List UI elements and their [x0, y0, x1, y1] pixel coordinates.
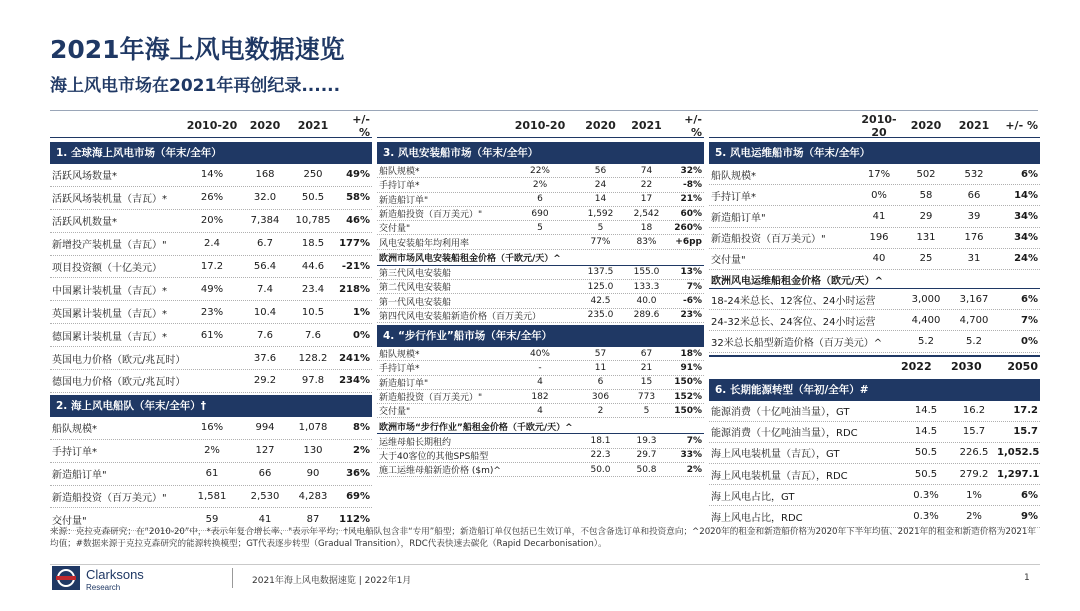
panel-right — [709, 114, 1040, 528]
row-label: 第三代风电安装船 — [379, 268, 452, 279]
row-value: 17.2 — [1013, 405, 1038, 417]
row-value: 50.0 — [590, 464, 611, 475]
row-value: 50.5 — [914, 447, 938, 459]
table-row — [377, 178, 704, 192]
table-row — [709, 289, 1040, 310]
row-value: 69% — [346, 491, 370, 503]
row-value: 22 — [640, 179, 653, 190]
row-value: 17% — [867, 168, 891, 180]
row-value: 502 — [916, 168, 936, 180]
row-value: 50.8 — [636, 464, 657, 475]
row-value: 241% — [339, 352, 370, 364]
subsection-service-vessel-rates: 欧洲风电运维船租金价格（欧元/天）^ — [709, 271, 1040, 289]
row-label: 第四代风电安装船新造价格（百万美元） — [379, 311, 542, 322]
row-label: 海上风电装机量（吉瓦），GT — [711, 449, 840, 461]
row-value: 15.7 — [1013, 426, 1038, 438]
row-value: 97.8 — [301, 375, 325, 387]
row-value: 14 — [594, 194, 607, 205]
row-value: 1,078 — [298, 422, 328, 434]
row-value: 177% — [339, 238, 370, 250]
column-header: 2010-20 2020 2021 +/- % — [709, 114, 1040, 138]
row-label: 施工运维母船新造价格 ($m)^ — [379, 466, 501, 477]
row-value: 0% — [871, 189, 887, 201]
row-value: 5 — [643, 405, 650, 416]
table-row — [377, 449, 704, 463]
table-row — [377, 294, 704, 308]
row-label: 交付量" — [379, 407, 411, 418]
row-label: 风电安装船年均利用率 — [379, 238, 470, 249]
row-value: 250 — [303, 169, 323, 181]
table-row — [50, 486, 372, 509]
table-row — [50, 256, 372, 279]
table-row — [377, 280, 704, 294]
row-value: 7% — [1021, 314, 1038, 326]
row-value: 57 — [594, 348, 607, 359]
row-value: - — [538, 362, 542, 373]
row-label: 船队规模* — [52, 424, 97, 436]
row-value: 34% — [1014, 232, 1038, 244]
row-label: 新造船订单" — [52, 470, 107, 482]
row-value: 50.5 — [914, 468, 938, 480]
row-value: 58% — [346, 192, 370, 204]
row-value: 2% — [532, 179, 548, 190]
row-value: 15.7 — [962, 426, 986, 438]
row-value: 66 — [258, 468, 272, 480]
row-value: 994 — [255, 422, 275, 434]
row-value: 23% — [680, 310, 702, 321]
row-value: 10.5 — [301, 306, 325, 318]
row-value: 9% — [1021, 511, 1038, 523]
row-value: 1% — [966, 489, 982, 501]
brand-subtitle: Research — [86, 583, 121, 592]
brand-name: Clarksons — [86, 567, 144, 582]
row-value: 32% — [680, 165, 702, 176]
panel-left — [50, 114, 372, 531]
row-value: 1,581 — [197, 491, 227, 503]
table-row — [377, 390, 704, 404]
table-row — [709, 164, 1040, 185]
row-value: 2,542 — [633, 208, 660, 219]
row-value: 4 — [537, 377, 543, 388]
row-label: 新造船订单" — [379, 195, 429, 206]
row-label: 英国电力价格（欧元/兆瓦时） — [52, 354, 186, 366]
row-value: 2% — [353, 445, 370, 457]
row-value: 42.5 — [590, 296, 611, 307]
table-row — [709, 506, 1040, 527]
row-value: 31 — [967, 253, 981, 265]
table-row — [377, 193, 704, 207]
row-value: 61 — [205, 468, 219, 480]
section-service-vessels: 5. 风电运维船市场（年末/全年） — [709, 142, 1040, 164]
row-label: 活跃风场装机量（吉瓦）* — [52, 194, 167, 206]
row-value: 40% — [529, 348, 550, 359]
row-label: 新造船投资（百万美元）" — [379, 393, 483, 403]
row-value: 2 — [597, 405, 604, 416]
row-value: 11 — [594, 362, 607, 373]
row-value: 66 — [967, 189, 981, 201]
row-value: 7% — [686, 436, 702, 447]
row-value: 7% — [686, 281, 702, 292]
row-label: 项目投资额（十亿美元） — [52, 263, 162, 274]
row-value: 46% — [346, 215, 370, 227]
row-value: 15 — [640, 377, 653, 388]
row-value: 41 — [872, 210, 886, 222]
clarksons-logo — [52, 566, 80, 590]
row-value: 2% — [966, 511, 982, 523]
table-row — [50, 210, 372, 233]
table-row — [709, 249, 1040, 270]
row-value: 2% — [686, 464, 702, 475]
row-value: 67 — [640, 348, 653, 359]
row-value: 56 — [594, 165, 607, 176]
row-value: 32.0 — [253, 192, 277, 204]
row-value: 6% — [1021, 168, 1038, 180]
row-label: 船队规模* — [711, 170, 756, 182]
row-value: 0.3% — [913, 489, 939, 501]
row-value: 39 — [967, 210, 981, 222]
row-value: 182 — [531, 391, 549, 402]
table-row — [50, 301, 372, 324]
subsection-installation-rates: 欧洲市场风电安装船租金价格（千欧元/天）^ — [377, 251, 704, 266]
row-value: 25 — [919, 253, 933, 265]
page-number: 1 — [1024, 573, 1030, 583]
row-label: 第一代风电安装船 — [379, 297, 452, 308]
table-row — [709, 206, 1040, 227]
row-value: 2.4 — [204, 238, 220, 250]
row-value: 14.5 — [914, 426, 938, 438]
row-value: 235.0 — [587, 310, 614, 321]
row-value: 21% — [680, 194, 702, 205]
row-value: 83% — [636, 237, 657, 248]
row-value: 17.2 — [200, 261, 224, 272]
table-row — [377, 207, 704, 221]
row-label: 船队规模* — [379, 350, 420, 361]
table-row — [377, 361, 704, 375]
row-value: 176 — [964, 232, 984, 244]
row-value: 4,700 — [959, 314, 989, 326]
row-value: 10,785 — [295, 215, 331, 227]
row-value: 3,167 — [959, 293, 989, 305]
row-label: 活跃风机数量* — [52, 217, 117, 229]
row-value: 23% — [200, 306, 224, 318]
row-label: 新造船投资（百万美元）" — [52, 493, 167, 505]
row-value: 196 — [869, 232, 889, 244]
table-row — [377, 404, 704, 418]
row-label: 德国累计装机量（吉瓦）* — [52, 331, 167, 343]
table-row — [377, 164, 704, 178]
row-label: 海上风电占比，GT — [711, 491, 795, 503]
table-row — [377, 376, 704, 390]
table-row — [50, 233, 372, 256]
row-value: 40.0 — [636, 296, 657, 307]
row-value: 137.5 — [587, 267, 614, 278]
row-label: 新造船投资（百万美元）" — [711, 234, 826, 246]
row-label: 海上风电装机量（吉瓦），RDC — [711, 470, 848, 482]
row-value: 279.2 — [959, 468, 989, 480]
row-value: 7.6 — [257, 329, 273, 341]
row-value: 4,400 — [911, 314, 941, 326]
row-value: 152% — [674, 391, 702, 402]
row-label: 新增投产装机量（吉瓦）" — [52, 240, 167, 252]
section-wind-fleet: 2. 海上风电船队（年末/全年）† — [50, 395, 372, 417]
table-row — [50, 463, 372, 486]
row-value: 74 — [640, 165, 653, 176]
row-value: 125.0 — [587, 281, 614, 292]
row-value: 773 — [637, 391, 656, 402]
row-label: 海上风电占比，RDC — [711, 513, 803, 525]
row-label: 交付量" — [52, 515, 87, 527]
row-value: 1,297.1 — [997, 468, 1040, 480]
row-label: 能源消费（十亿吨油当量），RDC — [711, 428, 858, 440]
table-row — [709, 331, 1040, 352]
row-label: 32米总长船型新造价格（百万美元）^ — [711, 337, 883, 349]
row-value: 1,052.5 — [997, 447, 1040, 459]
page-subtitle: 海上风电市场在2021年再创纪录...... — [50, 76, 341, 96]
row-value: 18% — [680, 348, 702, 359]
row-value: 289.6 — [633, 310, 660, 321]
row-label: 英国累计装机量（吉瓦）* — [52, 308, 167, 320]
row-value: 77% — [590, 237, 611, 248]
row-value: 6 — [537, 194, 543, 205]
row-value: 4,283 — [298, 491, 328, 503]
table-row — [709, 185, 1040, 206]
row-value: 112% — [339, 513, 370, 525]
table-row — [50, 164, 372, 187]
table-row — [50, 440, 372, 463]
row-value: -6% — [682, 296, 702, 307]
row-value: 41 — [258, 513, 272, 525]
table-row — [709, 464, 1040, 485]
row-value: +6pp — [675, 237, 702, 248]
row-value: 150% — [674, 377, 702, 388]
row-value: 29.7 — [636, 450, 657, 461]
row-label: 运维母船长期租约 — [379, 437, 452, 448]
row-value: 2% — [204, 445, 220, 457]
row-value: 1% — [353, 306, 370, 318]
row-label: 交付量" — [711, 255, 746, 267]
row-value: 16.2 — [962, 405, 986, 417]
row-value: 0.3% — [913, 511, 939, 523]
row-value: 24 — [594, 179, 607, 190]
table-row — [377, 266, 704, 280]
table-row — [709, 422, 1040, 443]
row-value: 14% — [1014, 189, 1038, 201]
footer-separator — [232, 568, 233, 588]
row-value: 5.2 — [918, 335, 934, 347]
row-value: 90 — [306, 468, 320, 480]
row-value: 5 — [597, 222, 604, 233]
row-value: 690 — [531, 208, 549, 219]
row-value: 18.1 — [590, 436, 611, 447]
row-value: -21% — [341, 261, 370, 272]
row-value: 3,000 — [911, 293, 941, 305]
row-value: 22% — [529, 165, 550, 176]
title-divider — [50, 110, 1038, 111]
row-value: 1,592 — [587, 208, 614, 219]
row-value: 33% — [680, 450, 702, 461]
row-label: 船队规模* — [379, 167, 420, 178]
row-value: 91% — [680, 362, 702, 373]
section-energy-transition: 6. 长期能源转型（年初/全年）# — [709, 379, 1040, 401]
row-label: 大于40客位的其他SPS船型 — [379, 451, 489, 462]
source-note: 来源：克拉克森研究；在“2010-20”中，*表示年复合增长率、"表示年平均；†风电船队包含非“专用”船型；新造船订单仅包括已生效订单，不包含备选订单和投资意向；^2020年的租金和新造船价格为2020年下半年均值、2021年的租金和新造价格为2021年均值；#数据来源于克拉克森研究的能源转换模型；GT代表逐步转型（Gradual Transition），RDC代表快速去碳化（Rapid Decarbonisation）。 — [50, 527, 1036, 549]
row-value: 56.4 — [253, 261, 277, 272]
row-label: 18-24米总长、12客位、24小时运营 — [711, 295, 876, 307]
row-value: 18.5 — [301, 238, 325, 250]
row-value: 6.7 — [257, 238, 273, 250]
row-value: 128.2 — [298, 352, 328, 364]
row-value: 7.4 — [257, 283, 273, 295]
table-row — [709, 401, 1040, 422]
row-value: 10.4 — [253, 306, 277, 318]
row-value: 20% — [200, 215, 224, 227]
row-value: 8% — [353, 422, 370, 434]
row-label: 新造船订单" — [711, 212, 766, 224]
row-label: 新造船订单" — [379, 378, 429, 389]
column-header: 2010-20 2020 2021 +/- % — [377, 114, 704, 138]
row-value: 234% — [339, 375, 370, 387]
row-value: 306 — [591, 391, 610, 402]
row-value: 2,530 — [250, 491, 280, 503]
row-value: 40 — [872, 253, 886, 265]
row-value: 130 — [303, 445, 323, 457]
row-value: 16% — [200, 422, 224, 434]
row-label: 第二代风电安装船 — [379, 283, 452, 294]
row-value: 18 — [640, 222, 653, 233]
row-label: 手持订单* — [711, 191, 756, 203]
row-value: 17 — [640, 194, 653, 205]
row-value: 58 — [919, 189, 933, 201]
row-value: -8% — [682, 179, 702, 190]
energy-column-header: 2022 2030 2050 — [709, 355, 1040, 377]
table-row — [377, 463, 704, 477]
page-title: 2021年海上风电数据速览 — [50, 35, 345, 64]
table-row — [709, 443, 1040, 464]
row-value: 131 — [916, 232, 936, 244]
row-value: 24% — [1014, 253, 1038, 265]
row-value: 4 — [537, 405, 543, 416]
row-label: 24-32米总长、24客位、24小时运营 — [711, 316, 876, 328]
row-value: 22.3 — [590, 450, 611, 461]
row-label: 手持订单* — [52, 447, 97, 459]
row-value: 14.5 — [914, 405, 938, 417]
row-value: 150% — [674, 405, 702, 416]
row-value: 127 — [255, 445, 275, 457]
row-value: 155.0 — [633, 267, 660, 278]
row-value: 49% — [346, 169, 370, 181]
row-value: 260% — [674, 222, 702, 233]
table-row — [50, 278, 372, 301]
table-row — [377, 309, 704, 323]
table-row — [50, 324, 372, 347]
subsection-walk-to-work-rates: 欧洲市场“步行作业”船租金价格（千欧元/天）^ — [377, 419, 704, 434]
footer-divider — [50, 564, 1040, 565]
row-value: 0% — [1021, 335, 1038, 347]
row-label: 手持订单* — [379, 364, 420, 375]
row-value: 13% — [680, 267, 702, 278]
row-label: 新造船投资（百万美元）" — [379, 210, 483, 221]
column-header: 2010-20 2020 2021 +/- % — [50, 114, 372, 138]
row-value: 0% — [353, 329, 370, 341]
table-row — [50, 370, 372, 393]
section-installation-vessels: 3. 风电安装船市场（年末/全年） — [377, 142, 704, 164]
table-row — [377, 434, 704, 448]
row-value: 37.6 — [253, 352, 277, 364]
table-row — [709, 485, 1040, 506]
row-value: 168 — [255, 169, 275, 181]
section-global-market: 1. 全球海上风电市场（年末/全年） — [50, 142, 372, 164]
table-row — [50, 187, 372, 210]
row-value: 59 — [205, 513, 219, 525]
table-row — [50, 417, 372, 440]
row-label: 交付量" — [379, 224, 411, 235]
row-value: 133.3 — [633, 281, 660, 292]
row-value: 44.6 — [301, 261, 325, 272]
row-label: 中国累计装机量（吉瓦）* — [52, 285, 167, 297]
table-row — [377, 235, 704, 249]
table-row — [377, 347, 704, 361]
row-value: 6 — [597, 377, 604, 388]
row-value: 6% — [1021, 489, 1038, 501]
row-value: 226.5 — [959, 447, 989, 459]
row-value: 26% — [200, 192, 224, 204]
row-value: 14% — [200, 169, 224, 181]
row-value: 218% — [339, 283, 370, 295]
row-value: 34% — [1014, 210, 1038, 222]
table-row — [709, 228, 1040, 249]
row-value: 19.3 — [636, 436, 657, 447]
row-value: 49% — [200, 283, 224, 295]
table-row — [709, 310, 1040, 331]
row-value: 5.2 — [966, 335, 982, 347]
row-value: 36% — [346, 468, 370, 480]
footer-caption: 2021年海上风电数据速览 | 2022年1月 — [252, 576, 412, 586]
row-label: 能源消费（十亿吨油当量），GT — [711, 407, 850, 419]
table-row — [377, 221, 704, 235]
row-value: 7.6 — [305, 329, 321, 341]
row-value: 7,384 — [250, 215, 280, 227]
row-value: 29 — [919, 210, 933, 222]
row-value: 61% — [200, 329, 224, 341]
row-value: 50.5 — [301, 192, 325, 204]
row-value: 5 — [537, 222, 543, 233]
section-walk-to-work-vessels: 4. “步行作业”船市场（年末/全年） — [377, 325, 704, 347]
panel-middle — [377, 114, 704, 477]
row-label: 活跃风场数量* — [52, 171, 117, 183]
table-row — [50, 347, 372, 370]
row-value: 21 — [640, 362, 653, 373]
row-label: 手持订单* — [379, 181, 420, 192]
row-value: 29.2 — [253, 375, 277, 387]
row-label: 德国电力价格（欧元/兆瓦时） — [52, 377, 186, 389]
row-value: 6% — [1021, 293, 1038, 305]
row-value: 87 — [306, 513, 320, 525]
row-value: 532 — [964, 168, 984, 180]
row-value: 23.4 — [301, 283, 325, 295]
row-value: 60% — [680, 208, 702, 219]
